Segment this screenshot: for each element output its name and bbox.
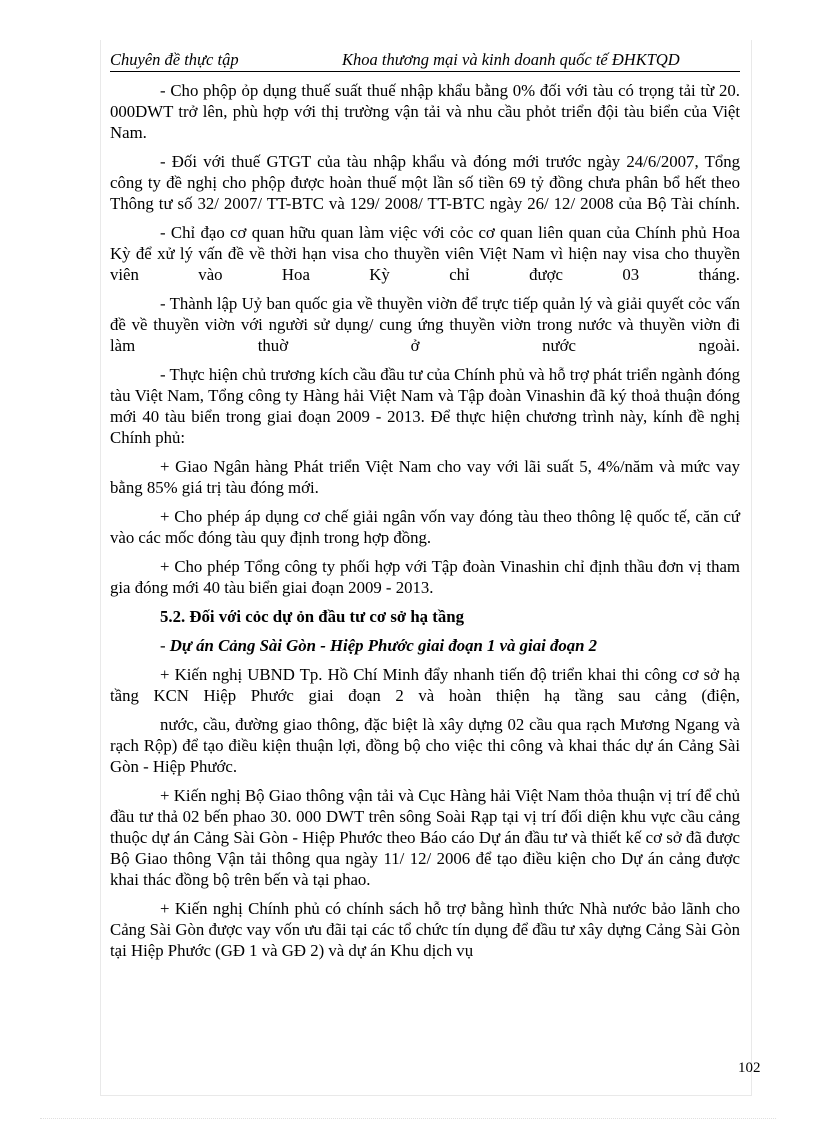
paragraph: + Giao Ngân hàng Phát triển Việt Nam cho vay với lãi suất 5, 4%/năm và mức vay bằng 85% giá trị tàu đóng mới.	[110, 457, 740, 497]
paragraph: - Chỉ đạo cơ quan hữu quan làm việc với cỏc cơ quan liên quan của Chính phủ Hoa Kỳ để xử lý vấn đề về thời hạn visa cho thuyền viên Việt Nam vì hiện nay visa cho thuyền viên vào Hoa Kỳ chỉ được 03 tháng.	[110, 223, 740, 284]
subsection-heading	[110, 635, 740, 656]
header-rule	[110, 71, 740, 72]
page-header	[110, 50, 740, 70]
paragraph: nước, cầu, đường giao thông, đặc biệt là xây dựng 02 cầu qua rạch Mương Ngang và rạch Rộp) để tạo điều kiện thuận lợi, đồng bộ cho việc thi công và khai thác dự án Cảng Sài Gòn - Hiệp Phước.	[110, 715, 740, 776]
header-right-text: Khoa thương mại và kinh doanh quốc tế ĐHKTQD	[342, 50, 680, 69]
paragraph: + Cho phép áp dụng cơ chế giải ngân vốn vay đóng tàu theo thông lệ quốc tế, căn cứ vào các mốc đóng tàu quy định trong hợp đồng.	[110, 507, 740, 547]
paragraph: + Kiến nghị Chính phủ có chính sách hỗ trợ bằng hình thức Nhà nước bảo lãnh cho Cảng Sài Gòn được vay vốn ưu đãi tại các tổ chức tín dụng để đầu tư xây dựng Cảng Sài Gòn tại Hiệp Phước (GĐ 1 và GĐ 2) và dự án Khu dịch vụ	[110, 899, 740, 960]
body-text	[110, 80, 740, 961]
subheading-prefix: -	[160, 636, 170, 655]
paragraph: + Kiến nghị Bộ Giao thông vận tải và Cục Hàng hải Việt Nam thỏa thuận vị trí để chủ đầu tư thả 02 bến phao 30. 000 DWT trên sông Soài Rạp tại vị trí đối diện khu vực cầu cảng thuộc dự án Cảng Sài Gòn - Hiệp Phước theo Báo cáo Dự án đầu tư và thiết kế cơ sở đã được Bộ Giao thông Vận tải thông qua ngày 11/ 12/ 2006 để tạo điều kiện cho Dự án cảng được khai thác đồng bộ trên bến và tại phao.	[110, 786, 740, 889]
page-number: 102	[738, 1060, 761, 1076]
paragraph: + Cho phép Tổng công ty phối hợp với Tập đoàn Vinashin chỉ định thầu đơn vị tham gia đóng mới 40 tàu biển giai đoạn 2009 - 2013.	[110, 557, 740, 597]
paragraph: - Thực hiện chủ trương kích cầu đầu tư của Chính phủ và hỗ trợ phát triển ngành đóng tàu Việt Nam, Tổng công ty Hàng hải Việt Nam và Tập đoàn Vinashin đã ký thoả thuận đóng mới 40 tàu biển trong giai đoạn 2009 - 2013. Để thực hiện chương trình này, kính đề nghị Chính phủ:	[110, 365, 740, 447]
paragraph: - Cho phộp ỏp dụng thuế suất thuế nhập khẩu bằng 0% đối với tàu có trọng tải từ 20. 000DWT trở lên, phù hợp với thị trường vận tải và nhu cầu phỏt triển đội tàu biển của Việt Nam.	[110, 81, 740, 142]
page-bottom-divider	[40, 1118, 776, 1119]
paragraph: - Thành lập Uỷ ban quốc gia về thuyền viờn để trực tiếp quản lý và giải quyết cỏc vấn đề về thuyền viờn với người sử dụng/ cung ứng thuyền viờn trong nước và thuyền viờn đi làm thuờ ở nước ngoài.	[110, 294, 740, 355]
paragraph: + Kiến nghị UBND Tp. Hồ Chí Minh đẩy nhanh tiến độ triển khai thi công cơ sở hạ tầng KCN Hiệp Phước giai đoạn 2 và hoàn thiện hạ tầng sau cảng (điện,	[110, 665, 740, 705]
subheading-text: Dự án Cảng Sài Gòn - Hiệp Phước giai đoạn 1 và giai đoạn 2	[169, 636, 598, 655]
paragraph: - Đối với thuế GTGT của tàu nhập khẩu và đóng mới trước ngày 24/6/2007, Tổng công ty đề nghị cho phộp được hoàn thuế một lần số tiền 69 tỷ đồng chưa phân bổ hết theo Thông tư số 32/ 2007/ TT-BTC và 129/ 2008/ TT-BTC ngày 26/ 12/ 2008 của Bộ Tài chính.	[110, 152, 740, 213]
section-heading: 5.2. Đối với cỏc dự ỏn đầu tư cơ sở hạ tầng	[160, 607, 464, 626]
header-left-text: Chuyên đề thực tập	[110, 50, 239, 69]
